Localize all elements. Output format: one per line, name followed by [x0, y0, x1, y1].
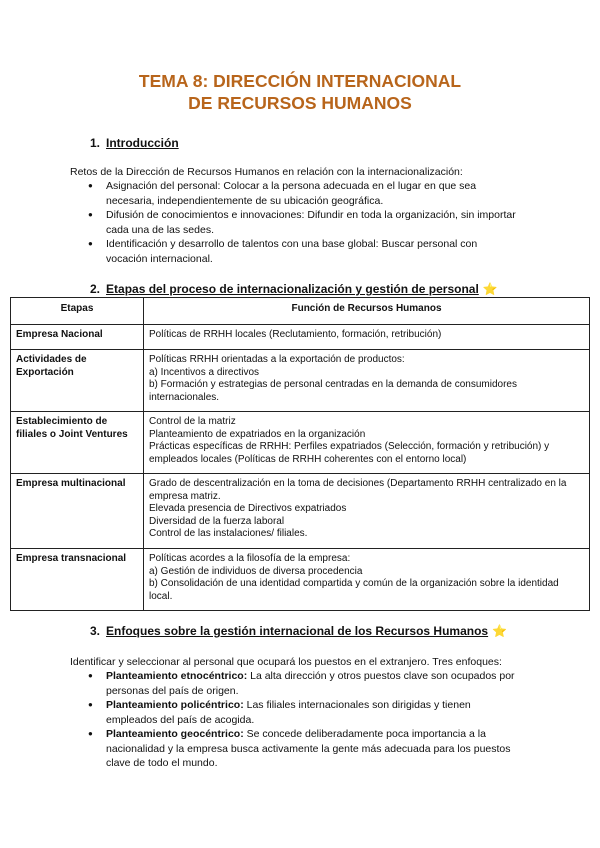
function-cell: [144, 474, 590, 549]
section-2-heading: [90, 281, 498, 297]
table-row: [11, 474, 590, 549]
list-item: ● Asignación del personal: Colocar a la persona adecuada en el lugar en que sea necesaria, independientemente de su ubicación geográfica.: [86, 179, 516, 208]
function-line: b) Consolidación de una identidad compartida y común de la organización sobre la identidad local.: [149, 578, 559, 602]
list-item: [86, 727, 516, 771]
section-2-number: 2.: [90, 282, 101, 296]
title-line-2: DE RECURSOS HUMANOS: [188, 93, 412, 113]
function-cell: [144, 412, 590, 474]
table-header-row: [11, 298, 590, 325]
list-item: ● Difusión de conocimientos e innovaciones: Difundir en toda la organización, sin importar cada una de las sedes.: [86, 208, 516, 237]
stage-cell: Empresa Nacional: [11, 325, 144, 350]
table-row: [11, 350, 590, 412]
star-icon: ⭐: [482, 282, 498, 296]
approach-term: Planteamiento geocéntrico:: [106, 728, 244, 740]
table-row: [11, 412, 590, 474]
section-1-number: 1.: [90, 136, 101, 150]
table-row: [11, 549, 590, 611]
function-cell: [144, 350, 590, 412]
stage-cell: Establecimiento de filiales o Joint Ventures: [11, 412, 144, 474]
title-line-1: TEMA 8: DIRECCIÓN INTERNACIONAL: [138, 71, 462, 91]
star-icon: ⭐: [492, 624, 508, 638]
section-1-heading: [90, 135, 179, 151]
function-cell: [144, 549, 590, 611]
list-item: [86, 669, 516, 698]
section-3-intro: Identificar y seleccionar al personal que ocupará los puestos en el extranjero. Tres enfoques:: [70, 656, 502, 668]
function-line: Grado de descentralización en la toma de decisiones (Departamento RRHH centralizado en la empresa matriz.: [149, 478, 567, 502]
stage-cell: Actividades de Exportación: [11, 350, 144, 412]
function-line: Prácticas específicas de RRHH: Perfiles expatriados (Selección, formación y retribución) y empleados locales (Políticas de RRHH coherentes con el entorno local): [149, 441, 550, 465]
list-item: ● Identificación y desarrollo de talentos con una base global: Buscar personal con vocación internacional.: [86, 237, 516, 266]
stage-cell: Empresa transnacional: [11, 549, 144, 611]
approach-text: Las filiales internacionales son dirigidas y tienen empleados del país de acogida.: [106, 699, 471, 726]
section-3-title: Enfoques sobre la gestión internacional de los Recursos Humanos: [106, 624, 489, 638]
approach-term: Planteamiento policéntrico:: [106, 699, 244, 711]
function-line: Planteamiento de expatriados en la organización: [149, 428, 366, 440]
stage-cell: Empresa multinacional: [11, 474, 144, 549]
function-line: Diversidad de la fuerza laboral: [149, 515, 285, 527]
section-1-bullet-list: [86, 179, 516, 266]
table-header-stages: Etapas: [11, 298, 144, 325]
function-cell: [144, 325, 590, 350]
section-3-number: 3.: [90, 624, 101, 638]
function-line: Control de las instalaciones/ filiales.: [149, 528, 308, 539]
function-line: Políticas RRHH orientadas a la exportación de productos:: [149, 354, 405, 365]
function-line: Elevada presencia de Directivos expatriados: [149, 503, 347, 514]
table-row: [11, 325, 590, 350]
function-line: a) Incentivos a directivos: [149, 366, 260, 378]
section-3-bullet-list: [86, 669, 516, 771]
approach-term: Planteamiento etnocéntrico:: [106, 670, 248, 682]
table-header-function: Función de Recursos Humanos: [144, 298, 590, 325]
function-line: a) Gestión de individuos de diversa procedencia: [149, 565, 363, 577]
document-title: [0, 70, 600, 114]
section-1-title: Introducción: [106, 136, 179, 150]
function-line: Políticas de RRHH locales (Reclutamiento, formación, retribución): [149, 329, 442, 340]
approach-text: Se concede deliberadamente poca importancia a la nacionalidad y la empresa busca activamente la gente más adecuada para los puestos clave de todo el mundo.: [106, 728, 511, 769]
function-line: Políticas acordes a la filosofía de la empresa:: [149, 553, 351, 564]
function-line: Control de la matriz: [149, 416, 236, 427]
section-3-heading: [90, 623, 507, 639]
approach-text: La alta dirección y otros puestos clave son ocupados por personas del país de origen.: [106, 670, 515, 697]
stages-table: [10, 297, 590, 611]
section-2-title: Etapas del proceso de internacionalización y gestión de personal: [106, 282, 479, 296]
list-item: [86, 698, 516, 727]
section-1-intro: Retos de la Dirección de Recursos Humanos en relación con la internacionalización:: [70, 166, 463, 178]
function-line: b) Formación y estrategias de personal centradas en la demanda de consumidores internacionales.: [149, 379, 517, 403]
